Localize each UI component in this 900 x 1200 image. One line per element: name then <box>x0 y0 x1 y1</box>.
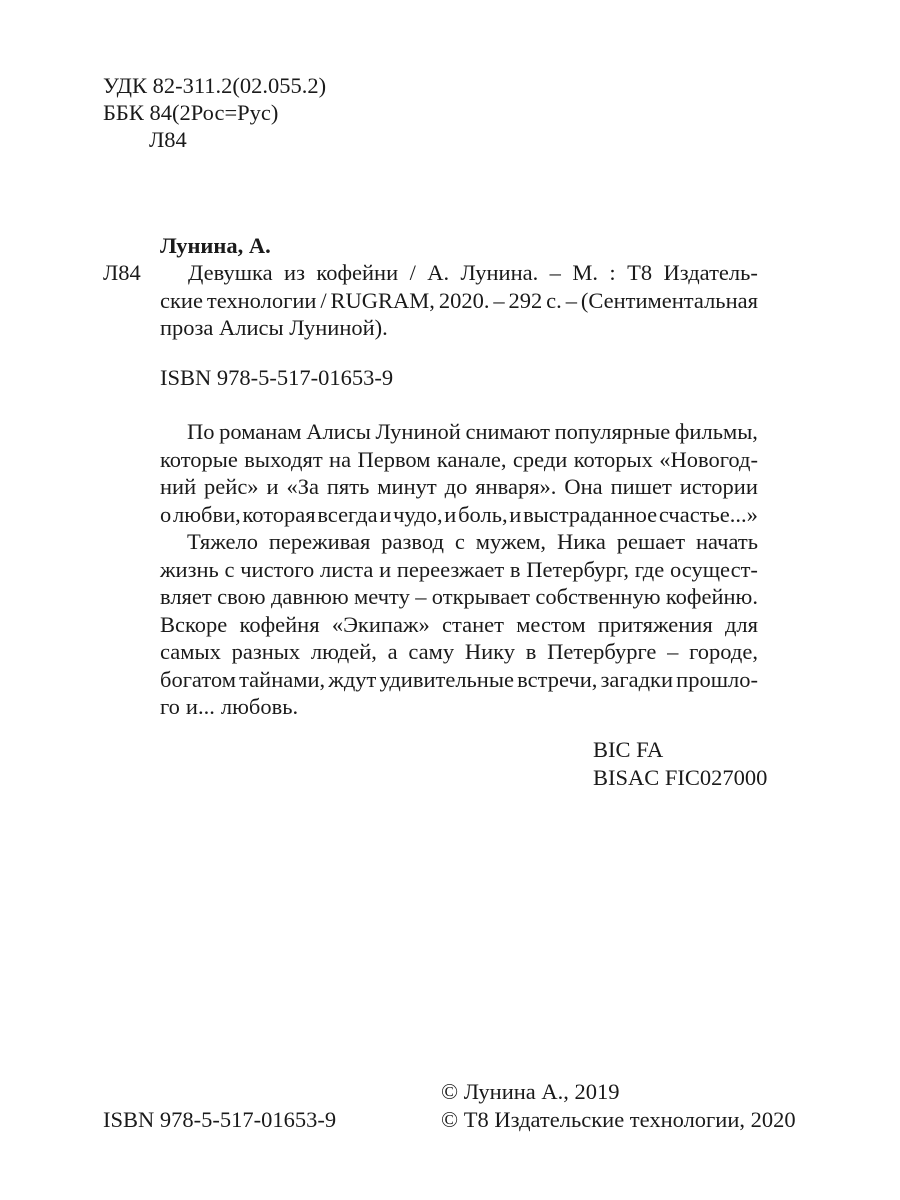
word: минут <box>377 474 437 499</box>
word: кофейни <box>316 260 399 285</box>
footer-isbn: ISBN 978-5-517-01653-9 <box>103 1107 337 1132</box>
annotation <box>160 418 758 721</box>
word: мечту <box>354 584 410 609</box>
word: до <box>444 474 468 499</box>
subject-codes <box>593 736 767 792</box>
word: начать <box>696 529 758 554</box>
word: кофейню. <box>665 584 758 609</box>
word: пишет <box>610 474 672 499</box>
word: – <box>493 287 505 313</box>
annotation-line <box>160 666 758 694</box>
word: открывает <box>431 584 531 609</box>
annotation-line <box>160 446 758 474</box>
word: из <box>284 260 305 285</box>
word: и <box>444 501 457 527</box>
word: развод <box>381 529 444 554</box>
bic-code: BIC FA <box>593 737 664 762</box>
word: ские <box>160 287 203 313</box>
word: Издатель- <box>663 260 758 285</box>
word: мужем, <box>475 529 547 554</box>
word: – <box>667 639 679 664</box>
annotation-line <box>160 473 758 501</box>
word: А. <box>427 260 450 285</box>
word: самых <box>160 639 221 664</box>
word: популярные <box>554 419 671 444</box>
word: с. <box>546 287 562 313</box>
word: среди <box>512 446 568 472</box>
word: всегда <box>317 501 378 527</box>
word: тайнами, <box>239 666 326 692</box>
word: городе, <box>689 639 758 664</box>
word: пять <box>326 474 370 499</box>
word: выстраданное <box>523 501 658 527</box>
word: давнюю <box>270 584 349 609</box>
word: загадки <box>600 666 674 692</box>
word: которых <box>573 446 653 472</box>
word: Ника <box>556 529 606 554</box>
word: любовь. <box>220 694 299 719</box>
copyright-publisher: © Т8 Издательские технологии, 2020 <box>441 1107 796 1132</box>
bibliographic-description <box>160 259 758 342</box>
word: удивительные <box>379 666 514 692</box>
word: Первом <box>357 446 431 472</box>
word: и <box>509 501 522 527</box>
word: переезжает <box>396 556 505 582</box>
word: Петербург, <box>526 556 629 582</box>
word: в <box>509 556 521 582</box>
word: Она <box>564 474 603 499</box>
word: переживая <box>268 529 371 554</box>
word: с <box>224 556 235 582</box>
biblio-line <box>160 259 758 287</box>
word: и... <box>185 694 215 719</box>
word: счастье...» <box>658 501 758 527</box>
word: для <box>724 611 758 637</box>
word: снимают <box>465 419 550 444</box>
bbk-code: ББК 84(2Рос=Рус) <box>103 100 279 125</box>
word: Тяжело <box>187 529 258 554</box>
word: «Экипаж» <box>331 611 430 637</box>
annotation-line <box>160 583 758 611</box>
word: и <box>266 474 279 499</box>
word: свою <box>217 584 266 609</box>
copyright-notices <box>441 1078 796 1134</box>
word: выходят <box>244 446 323 472</box>
word: «За <box>286 474 319 499</box>
word: жизнь <box>160 556 219 582</box>
word: станет <box>441 611 504 637</box>
word: чудо, <box>393 501 443 527</box>
annotation-line <box>160 638 758 666</box>
biblio-line <box>160 314 758 342</box>
bisac-code: BISAC FIC027000 <box>593 765 768 790</box>
word: богатом <box>160 666 236 692</box>
word: людей, <box>310 639 377 664</box>
word: Т8 <box>627 260 653 285</box>
word: / <box>409 260 416 285</box>
word: местом <box>516 611 586 637</box>
word: ний <box>160 474 197 499</box>
word: М. <box>572 260 598 285</box>
word: Петербурге <box>547 639 657 664</box>
word: а <box>387 639 398 664</box>
word: собственную <box>535 584 661 609</box>
copyright-author: © Лунина А., 2019 <box>441 1079 620 1104</box>
word: Луниной <box>375 419 461 444</box>
word: листа <box>320 556 374 582</box>
entry-author: Лунина, А. <box>160 233 271 258</box>
word: чистого <box>240 556 315 582</box>
classification-block <box>103 72 326 153</box>
word: рейс» <box>204 474 259 499</box>
word: саму <box>408 639 455 664</box>
word: – <box>549 260 561 285</box>
word: любви, <box>172 501 241 527</box>
word: и <box>379 501 392 527</box>
word: Лунина. <box>460 260 539 285</box>
word: боль, <box>458 501 508 527</box>
word: с <box>454 529 465 554</box>
annotation-line <box>160 611 758 639</box>
word: Вскоре <box>160 611 228 637</box>
author-mark: Л84 <box>149 127 187 152</box>
word: ждут <box>328 666 377 692</box>
word: 2020. <box>438 287 490 313</box>
word: кофейня <box>239 611 320 637</box>
annotation-line <box>160 556 758 584</box>
word: и <box>379 556 392 582</box>
word: на <box>329 446 352 472</box>
annotation-line <box>160 418 758 446</box>
annotation-line <box>160 528 758 556</box>
word: По <box>187 419 215 444</box>
word: Девушка <box>188 260 273 285</box>
word: : <box>609 260 616 285</box>
word: которые <box>160 446 238 472</box>
word: в <box>525 639 537 664</box>
word: осущест- <box>669 556 758 582</box>
word: проза Алисы Луниной). <box>160 315 388 340</box>
word: фильмы, <box>674 419 758 444</box>
word: притяжения <box>597 611 713 637</box>
word: канале, <box>436 446 507 472</box>
annotation-line <box>160 501 758 529</box>
word: Алисы <box>306 419 371 444</box>
biblio-line <box>160 287 758 315</box>
word: о <box>160 501 172 527</box>
word: / <box>320 287 327 313</box>
word: «Новогод- <box>659 446 758 472</box>
word: технологии <box>206 287 317 313</box>
word: го <box>160 694 180 719</box>
udk-code: УДК 82-311.2(02.055.2) <box>103 73 327 98</box>
word: вляет <box>160 584 212 609</box>
word: которая <box>242 501 316 527</box>
annotation-line <box>160 693 758 721</box>
word: где <box>634 556 665 582</box>
word: разных <box>231 639 301 664</box>
word: романам <box>219 419 302 444</box>
word: – <box>415 584 427 609</box>
word: решает <box>616 529 686 554</box>
word: – <box>565 287 577 313</box>
word: истории <box>679 474 758 499</box>
word: января». <box>475 474 557 499</box>
word: (Сентиментальная <box>580 287 758 313</box>
entry-isbn: ISBN 978-5-517-01653-9 <box>160 365 394 390</box>
word: встречи, <box>517 666 598 692</box>
word: RUGRAM, <box>330 287 435 313</box>
word: Нику <box>464 639 515 664</box>
word: 292 <box>508 287 543 313</box>
cutter-mark: Л84 <box>103 260 141 285</box>
word: прошло- <box>676 666 758 692</box>
